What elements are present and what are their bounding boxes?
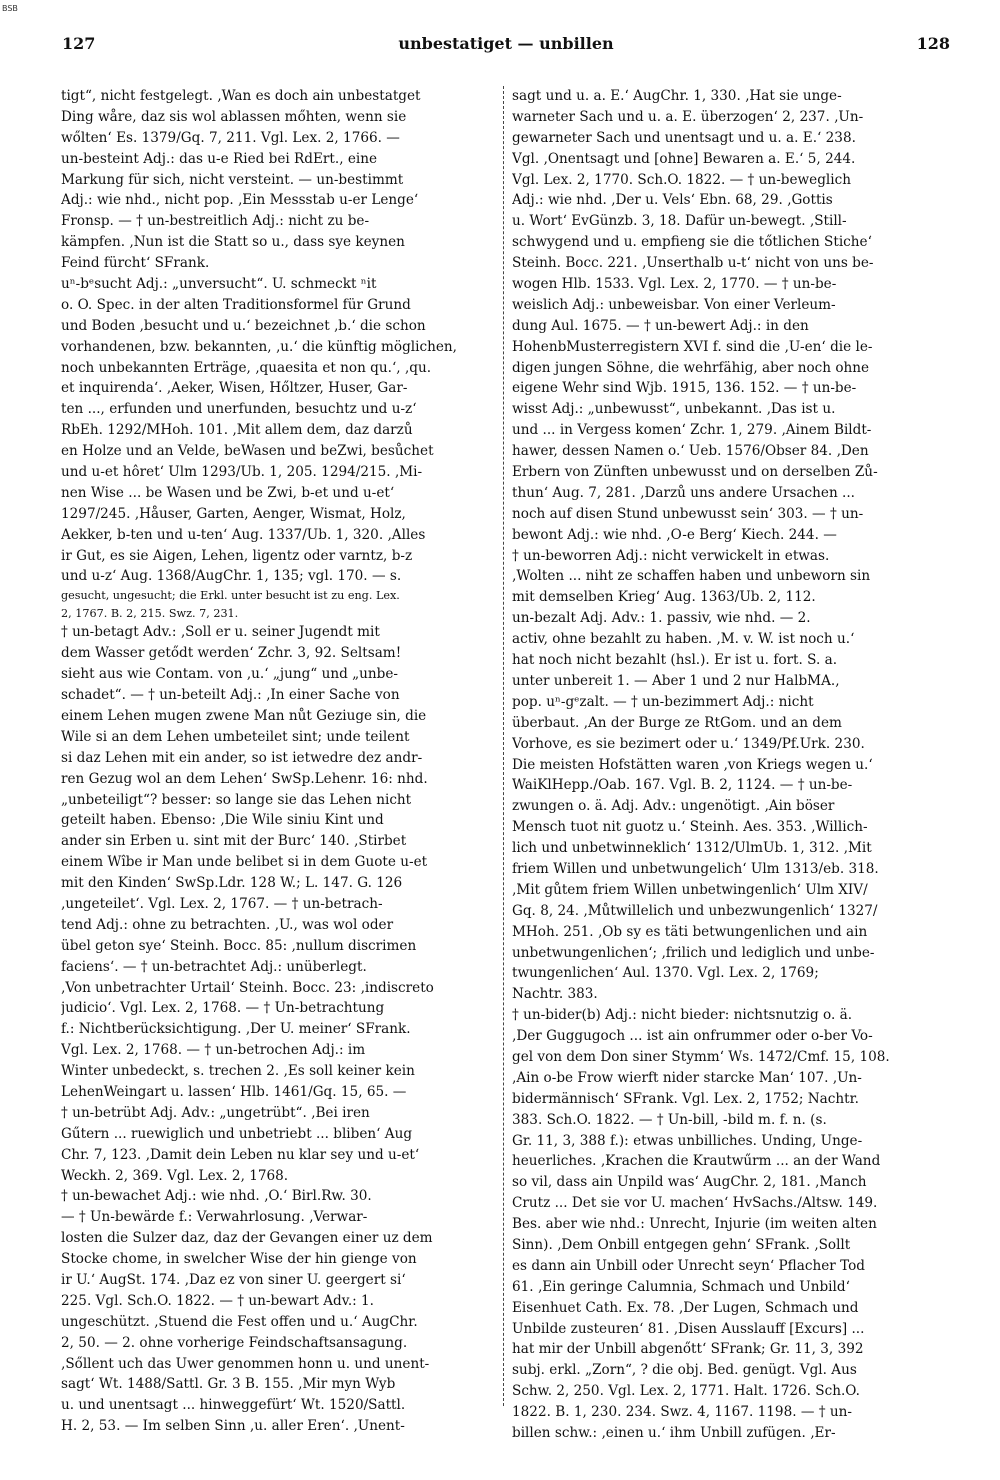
text-line: Mensch tuot nit guotz u.‘ Steinh. Aes. 353. ‚Willich- [512,819,868,836]
text-line: Chr. 7, 123. ‚Damit dein Leben nu klar sey und u-et‘ [61,1146,420,1163]
text-line: Gq. 8, 24. ‚Můtwillelich und unbezwungenlich‘ 1327/ [512,902,878,919]
right-column [512,86,952,1444]
text-line: 2, 50. — 2. ohne vorherige Feindschaftsansagung. [61,1334,408,1351]
text-line: ‚Der Guggugoch ... ist ain onfrummer oder o-ber Vo- [512,1028,873,1045]
text-line: Erbern von Zünften unbewusst und on derselben Zů- [512,464,878,481]
text-line: twungenlichen‘ Aul. 1370. Vgl. Lex. 2, 1769; [512,965,819,982]
text-line: LehenWeingart u. lassen‘ Hlb. 1461/Gq. 15, 65. — [61,1083,407,1100]
page-number-left: 127 [62,34,96,53]
text-line: Winter unbedeckt, s. trechen 2. ‚Es soll keiner kein [61,1063,415,1080]
text-line: friem Willen und unbetwungelich‘ Ulm 1313/eb. 318. [512,860,879,877]
text-line: ander sin Erben u. sint mit der Burc‘ 140. ‚Stirbet [61,833,407,850]
text-line: sagt und u. a. E.‘ AugChr. 1, 330. ‚Hat sie unge- [512,88,842,104]
text-line: hat noch nicht bezahlt (hsl.). Er ist u. fort. S. a. [512,652,838,669]
page-number-right: 128 [916,34,950,53]
text-line: subj. erkl. „Zorn“, ? die obj. Bed. genügt. Vgl. Aus [512,1362,857,1379]
page-header [62,34,950,58]
text-line: Aekker, b-ten und u-ten‘ Aug. 1337/Ub. 1, 320. ‚Alles [61,526,426,543]
text-line: und u-et hôret‘ Ulm 1293/Ub. 1, 205. 1294/215. ‚Mi- [61,464,423,481]
text-line: — † Un-bewärde f.: Verwahrlosung. ‚Verwar- [61,1209,368,1226]
library-stamp: BSB [2,4,18,13]
text-line: schwygend und u. empfieng sie die tőtlichen Stiche‘ [512,234,872,251]
text-line: eigene Wehr sind Wjb. 1915, 136. 152. — † un-be- [512,380,857,397]
text-line: dung Aul. 1675. — † un-bewert Adj.: in den [512,317,809,334]
text-line: unter unbereit 1. — Aber 1 und 2 nur HalbMA., [512,672,840,689]
text-line: heuerliches. ‚Krachen die Krautwűrm ... an der Wand [512,1153,881,1170]
text-line: vorhandenen, bzw. bekannten, ‚u.‘ die künftig möglichen, [61,338,457,355]
text-line: mit den Kinden‘ SwSp.Ldr. 128 W.; L. 147. G. 126 [61,875,403,892]
text-line: ir U.‘ AugSt. 174. ‚Daz ez von siner U. geergert si‘ [61,1271,406,1288]
text-line: et inquirenda‘. ‚Aeker, Wisen, Hőltzer, Huser, Gar- [61,380,408,397]
text-line: schadet“. — † un-beteilt Adj.: ‚In einer Sache von [61,687,400,704]
text-line: 1297/245. ‚Håuser, Garten, Aenger, Wismat, Holz, [61,505,406,522]
text-line: wisst Adj.: „unbewusst“, unbekannt. ‚Das ist u. [512,401,836,418]
text-line: ‚Ain o-be Frow wierft nider starcke Man‘ 107. ‚Un- [512,1069,862,1086]
text-line: geteilt haben. Ebenso: ‚Die Wile siniu Kint und [61,812,384,829]
text-line: judicio‘. Vgl. Lex. 2, 1768. — † Un-betrachtung [61,1000,385,1017]
text-line: un-besteint Adj.: das u-e Ried bei RdErt., eine [61,150,378,167]
text-line: RbEh. 1292/MHoh. 101. ‚Mit allem dem, daz darzů [61,422,413,439]
text-line: übel geton sye‘ Steinh. Bocc. 85: ‚nullum discrimen [61,937,417,954]
text-line: gesucht, ungesucht; die Erkl. unter besucht ist zu eng. Lex. [61,589,400,603]
text-line: ‚Sőllent uch das Uwer genommen honn u. und unent- [61,1355,430,1372]
text-line: ‚ungeteilet‘. Vgl. Lex. 2, 1767. — † un-betrach- [61,895,383,912]
text-line: wőlten‘ Es. 1379/Gq. 7, 211. Vgl. Lex. 2, 1766. — [61,129,400,146]
text-line: unbetwungenlichen‘; ‚frilich und lediglich und unbe- [512,944,875,961]
text-line: Feind fürcht‘ SFrank. [61,255,210,272]
text-line: lich und unbetwinneklich‘ 1312/UlmUb. 1, 312. ‚Mit [512,840,872,857]
text-line: Gr. 11, 3, 388 f.): etwas unbilliches. Unding, Unge- [512,1132,863,1149]
text-line: Vgl. Lex. 2, 1768. — † un-betrochen Adj.: im [61,1042,366,1059]
text-line: „unbeteiligt“? besser: so lange sie das Lehen nicht [61,791,412,808]
text-line: Unbilde zusteuren‘ 81. ‚Disen Ausslauff [Excurs] ... [512,1320,865,1337]
text-line: ten ..., erfunden und unerfunden, besuchtz und u-z‘ [61,401,417,418]
text-line: kämpfen. ‚Nun ist die Statt so u., dass sye keynen [61,234,405,251]
text-line: Nachtr. 383. [512,986,598,1003]
text-line: HohenbMusterregistern XVI f. sind die ‚U-en‘ die le- [512,338,873,355]
text-line: hat mir der Unbill abgenőtt‘ SFrank; Gr. 11, 3, 392 [512,1341,864,1358]
text-line: einem Lehen mugen zwene Man nůt Geziuge sin, die [61,707,427,724]
text-line: o. O. Spec. in der alten Traditionsformel für Grund [61,296,411,313]
text-line: uⁿ-bᵉsucht Adj.: „unversucht“. U. schmeckt ⁿit [61,276,377,293]
text-line: überbaut. ‚An der Burge ze RtGom. und an dem [512,714,842,731]
text-line: 1822. B. 1, 230. 234. Swz. 4, 1167. 1198. — † un- [512,1404,852,1421]
text-line: tigt“, nicht festgelegt. ‚Wan es doch ain unbestatget [61,88,421,104]
text-line: 61. ‚Ein geringe Calumnia, Schmach und Unbild‘ [512,1278,850,1295]
text-line: es dann ain Unbill oder Unrecht seyn‘ Pflacher Tod [512,1257,865,1274]
text-line: Eisenhuet Cath. Ex. 78. ‚Der Lugen, Schmach und [512,1299,859,1316]
text-line: wogen Hlb. 1533. Vgl. Lex. 2, 1770. — † un-be- [512,276,837,293]
text-line: warneter Sach und u. a. E. überzogen‘ 2, 237. ‚Un- [512,108,864,125]
text-line: noch auf disen Stund unbewusst sein‘ 303. — † un- [512,505,864,522]
text-line: ‚Von unbetrachter Urtail‘ Steinh. Bocc. 23: ‚indiscreto [61,979,434,996]
text-line: ‚Mit gůtem friem Willen unbetwingenlich‘ Ulm XIV/ [512,881,868,898]
text-line: MHoh. 251. ‚Ob sy es täti betwungenlichen und ain [512,923,868,940]
text-line: en Holze und an Velde, beWasen und beZwi, besůchet [61,443,434,460]
running-title: unbestatiget — unbillen [398,34,614,53]
text-line: † un-bider(b) Adj.: nicht bieder: nichtsnutzig o. ä. [512,1007,853,1024]
text-line: Adj.: wie nhd. ‚Der u. Vels‘ Ebn. 68, 29. ‚Gottis [512,192,833,209]
text-line: mit demselben Krieg‘ Aug. 1363/Ub. 2, 112. [512,589,816,606]
text-line: si daz Lehen mit ein ander, so ist ietwedre dez andr- [61,749,423,766]
text-line: † un-betagt Adv.: ‚Soll er u. seiner Jugendt mit [61,624,380,641]
text-line: Crutz ... Det sie vor U. machen‘ HvSachs./Altsw. 149. [512,1195,878,1212]
text-line: Vgl. Lex. 2, 1770. Sch.O. 1822. — † un-beweglich [512,171,851,188]
text-line: u. Wort‘ EvGünzb. 3, 18. Dafür un-bewegt. ‚Still- [512,213,847,230]
text-line: Vgl. ‚Onentsagt und [ohne] Bewaren a. E.‘ 5, 244. [512,150,856,167]
text-line: gel von dem Don siner Stymm‘ Ws. 1472/Cmf. 15, 108. [512,1048,890,1065]
text-line: weislich Adj.: unbeweisbar. Von einer Verleum- [512,296,836,313]
text-line: digen jungen Söhne, die wehrfähig, aber noch ohne [512,359,870,376]
text-line: sagt‘ Wt. 1488/Sattl. Gr. 3 B. 155. ‚Mir myn Wyb [61,1376,396,1393]
text-line: Steinh. Bocc. 221. ‚Unserthalb u-t‘ nicht von uns be- [512,255,874,272]
text-line: gewarneter Sach und unentsagt und u. a. E.‘ 238. [512,129,856,146]
text-line: noch unbekannten Erträge, ‚quaesita et non qu.‘, ‚qu. [61,359,432,376]
text-line: pop. uⁿ-gᵉzalt. — † un-bezimmert Adj.: nicht [512,693,814,710]
text-line: Gűtern ... ruewiglich und unbetriebt ... bliben‘ Aug [61,1125,413,1142]
text-line: Markung für sich, nicht versteint. — un-bestimmt [61,171,404,188]
text-line: ungeschützt. ‚Stuend die Fest offen und u.‘ AugChr. [61,1313,418,1330]
text-line: sieht aus wie Contam. von ‚u.‘ „jung“ und „unbe- [61,666,398,683]
text-line: Die meisten Hofstätten waren ‚von Kriegs wegen u.‘ [512,756,873,773]
text-line: Weckh. 2, 369. Vgl. Lex. 2, 1768. [61,1167,289,1184]
text-line: ‚Wolten ... niht ze schaffen haben und unbeworn sin [512,568,871,585]
text-line: Adj.: wie nhd., nicht pop. ‚Ein Messstab u-er Lenge‘ [61,192,419,209]
left-column [61,86,499,1437]
text-line: zwungen o. ä. Adj. Adv.: ungenötigt. ‚Ain böser [512,798,835,815]
text-line: faciens‘. — † un-betrachtet Adj.: unüberlegt. [61,958,367,975]
text-line: Schw. 2, 250. Vgl. Lex. 2, 1771. Halt. 1726. Sch.O. [512,1383,860,1400]
text-line: f.: Nichtberücksichtigung. ‚Der U. meiner‘ SFrank. [61,1021,411,1038]
text-line: tend Adj.: ohne zu betrachten. ‚U., was wol oder [61,916,394,933]
text-line: ir Gut, es sie Aigen, Lehen, ligentz oder varntz, b-z [61,547,413,564]
text-line: losten die Sulzer daz, daz der Gevangen einer uz dem [61,1230,433,1247]
text-line: Ding wåre, daz sis wol ablassen mőhten, wenn sie [61,108,407,125]
text-line: H. 2, 53. — Im selben Sinn ‚u. aller Eren‘. ‚Unent- [61,1418,405,1435]
text-line: u. und unentsagt ... hinweggefürt‘ Wt. 1520/Sattl. [61,1397,406,1414]
text-line: WaiKlHepp./Oab. 167. Vgl. B. 2, 1124. — † un-be- [512,777,853,794]
text-line: 383. Sch.O. 1822. — † Un-bill, -bild m. f. n. (s. [512,1111,827,1128]
text-line: † un-bewachet Adj.: wie nhd. ‚O.‘ Birl.Rw. 30. [61,1188,372,1205]
text-line: Bes. aber wie nhd.: Unrecht, Injurie (im weiten alten [512,1216,877,1233]
text-line: Vorhove, es sie bezimert oder u.‘ 1349/Pf.Urk. 230. [512,735,865,752]
text-line: und ... in Vergess komen‘ Zchr. 1, 279. ‚Ainem Bildt- [512,422,872,439]
text-line: Wile si an dem Lehen umbeteilet sint; unde teilent [61,728,410,745]
text-line: bidermännisch‘ SFrank. Vgl. Lex. 2, 1752; Nachtr. [512,1090,859,1107]
text-line: billen schw.: ‚einen u.‘ ihm Unbill zufügen. ‚Er- [512,1425,836,1441]
text-line: † un-betrübt Adj. Adv.: „ungetrübt“. ‚Bei iren [61,1104,370,1121]
text-line: Stocke chome, in swelcher Wise der hin gienge von [61,1251,417,1268]
text-line: Fronsp. — † un-bestreitlich Adj.: nicht zu be- [61,213,370,230]
text-line: nen Wise ... be Wasen und be Zwi, b-et und u-et‘ [61,484,395,501]
text-line: Sinn). ‚Dem Onbill entgegen gehn‘ SFrank. ‚Sollt [512,1236,851,1253]
text-line: und Boden ‚besucht und u.‘ bezeichnet ‚b.‘ die schon [61,317,426,334]
column-divider [503,86,504,1406]
text-line: un-bezalt Adj. Adv.: 1. passiv, wie nhd. — 2. [512,610,811,627]
text-line: hawer, dessen Namen o.‘ Ueb. 1576/Obser 84. ‚Den [512,443,869,460]
text-line: so vil, dass ain Unpild was‘ AugChr. 2, 181. ‚Manch [512,1174,867,1191]
text-line: und u-z‘ Aug. 1368/AugChr. 1, 135; vgl. 170. — s. [61,568,402,585]
text-line: einem Wîbe ir Man unde belibet si in dem Guote u-et [61,854,428,871]
text-line: dem Wasser getődt werden‘ Zchr. 3, 92. Seltsam! [61,645,402,662]
text-line: ren Gezug wol an dem Lehen‘ SwSp.Lehenr. 16: nhd. [61,770,428,787]
text-line: † un-beworren Adj.: nicht verwickelt in etwas. [512,547,830,564]
text-line: bewont Adj.: wie nhd. ‚O-e Berg‘ Kiech. 244. — [512,526,837,543]
text-line: 2, 1767. B. 2, 215. Swz. 7, 231. [61,606,239,620]
text-line: 225. Vgl. Sch.O. 1822. — † un-bewart Adv.: 1. [61,1292,375,1309]
text-line: thun‘ Aug. 7, 281. ‚Darzů uns andere Ursachen ... [512,484,855,501]
text-line: activ, ohne bezahlt zu haben. ‚M. v. W. ist noch u.‘ [512,631,855,648]
